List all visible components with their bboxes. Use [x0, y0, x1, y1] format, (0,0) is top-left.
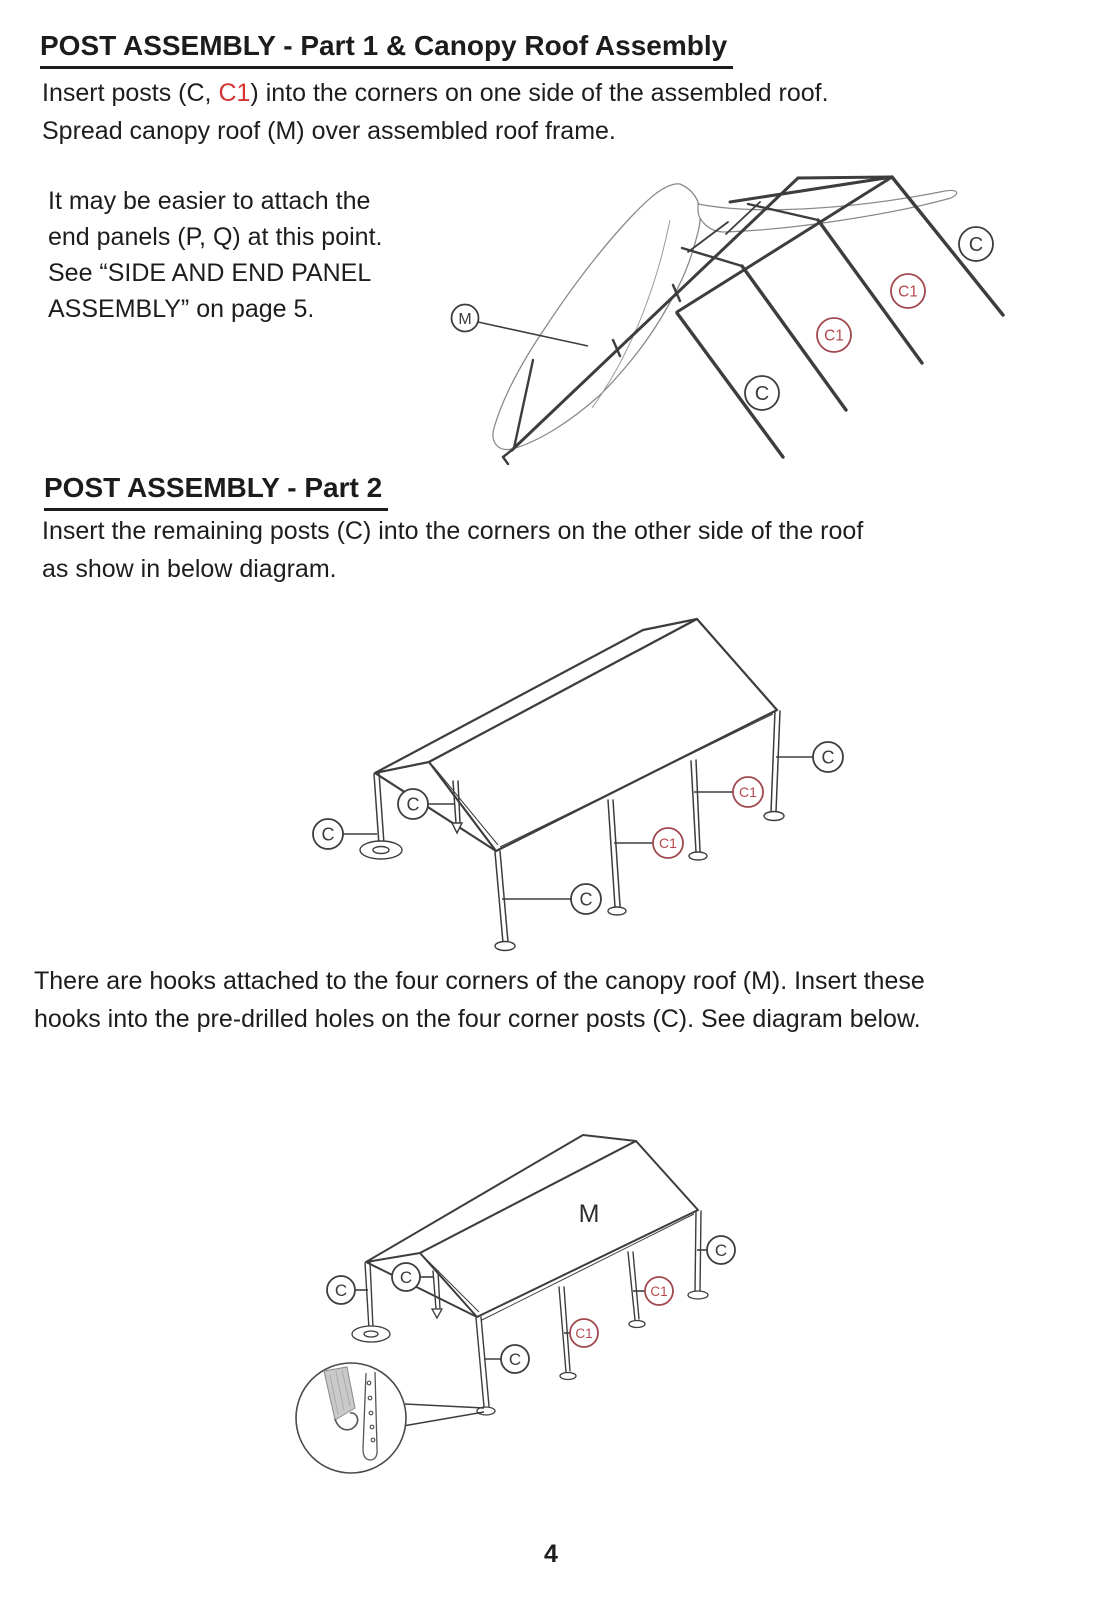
svg-text:C: C — [714, 1241, 728, 1261]
canopy-roof — [375, 619, 777, 851]
part-ref-c1-red: C1 — [218, 79, 251, 107]
note-line: It may be easier to attach the — [48, 187, 371, 215]
section1-note — [48, 183, 382, 327]
part-label-m — [452, 305, 479, 332]
section3-paragraph — [34, 962, 925, 1038]
svg-text:C1: C1 — [659, 835, 677, 852]
text-span: Insert posts (C, — [42, 79, 219, 107]
svg-text:C1: C1 — [575, 1325, 593, 1341]
svg-text:C: C — [968, 234, 984, 257]
svg-text:C: C — [399, 1268, 413, 1288]
svg-text:C: C — [321, 824, 335, 845]
leg-feet — [352, 1291, 708, 1415]
section1-paragraph — [42, 74, 829, 150]
part-label-c — [313, 819, 343, 849]
corner-post-detail — [363, 1372, 377, 1460]
text-span: ) into the corners on one side of the assembled roof. — [250, 79, 829, 107]
svg-text:C1: C1 — [898, 283, 918, 301]
diagram-roof-and-posts — [430, 160, 1096, 470]
part-label-c1 — [653, 828, 683, 858]
section3-line1: There are hooks attached to the four corners of the canopy roof (M). Insert these — [34, 967, 925, 995]
section2-heading: POST ASSEMBLY - Part 2 — [44, 472, 388, 511]
part-label-c — [398, 789, 428, 819]
part-label-c — [571, 884, 601, 914]
svg-text:C: C — [508, 1350, 522, 1370]
part-label-c — [327, 1276, 355, 1304]
svg-text:M: M — [458, 310, 472, 328]
svg-text:C1: C1 — [824, 327, 844, 345]
svg-text:C: C — [754, 383, 770, 406]
svg-text:C1: C1 — [650, 1283, 668, 1299]
part-label-c1 — [570, 1319, 598, 1347]
svg-text:C: C — [579, 889, 593, 910]
section1-line1 — [42, 74, 829, 112]
part-label-c — [745, 376, 779, 410]
section2-paragraph — [42, 512, 863, 588]
part-label-c1 — [817, 318, 851, 352]
leg-feet — [360, 812, 784, 951]
section2-line1: Insert the remaining posts (C) into the corners on the other side of the roof — [42, 517, 864, 545]
svg-text:C: C — [406, 794, 420, 815]
part-label-c — [501, 1345, 529, 1373]
part-label-c — [813, 742, 843, 772]
part-label-c — [707, 1236, 735, 1264]
svg-text:C: C — [334, 1281, 348, 1301]
note-line: end panels (P, Q) at this point. — [48, 223, 383, 251]
part-label-c1 — [733, 777, 763, 807]
part-label-c1 — [645, 1277, 673, 1305]
diagram-canopy-hook-detail — [280, 1080, 800, 1500]
part-label-c — [959, 227, 993, 261]
page-number: 4 — [544, 1540, 558, 1568]
magnifier-hook-detail — [296, 1363, 484, 1473]
part-label-c — [392, 1263, 420, 1291]
section3-line2: hooks into the pre-drilled holes on the four corner posts (C). See diagram below. — [34, 1005, 921, 1033]
section2-line2: as show in below diagram. — [42, 555, 337, 583]
roof-label-m: M — [578, 1200, 600, 1228]
diagram-canopy-all-posts — [290, 588, 890, 958]
section1-heading: POST ASSEMBLY - Part 1 & Canopy Roof Assembly — [40, 30, 733, 69]
part-label-c1 — [891, 274, 925, 308]
note-line: ASSEMBLY” on page 5. — [48, 295, 315, 323]
section1-line2: Spread canopy roof (M) over assembled roof frame. — [42, 117, 616, 145]
svg-text:C: C — [821, 747, 835, 768]
svg-text:C1: C1 — [739, 784, 757, 801]
note-line: See “SIDE AND END PANEL — [48, 259, 372, 287]
